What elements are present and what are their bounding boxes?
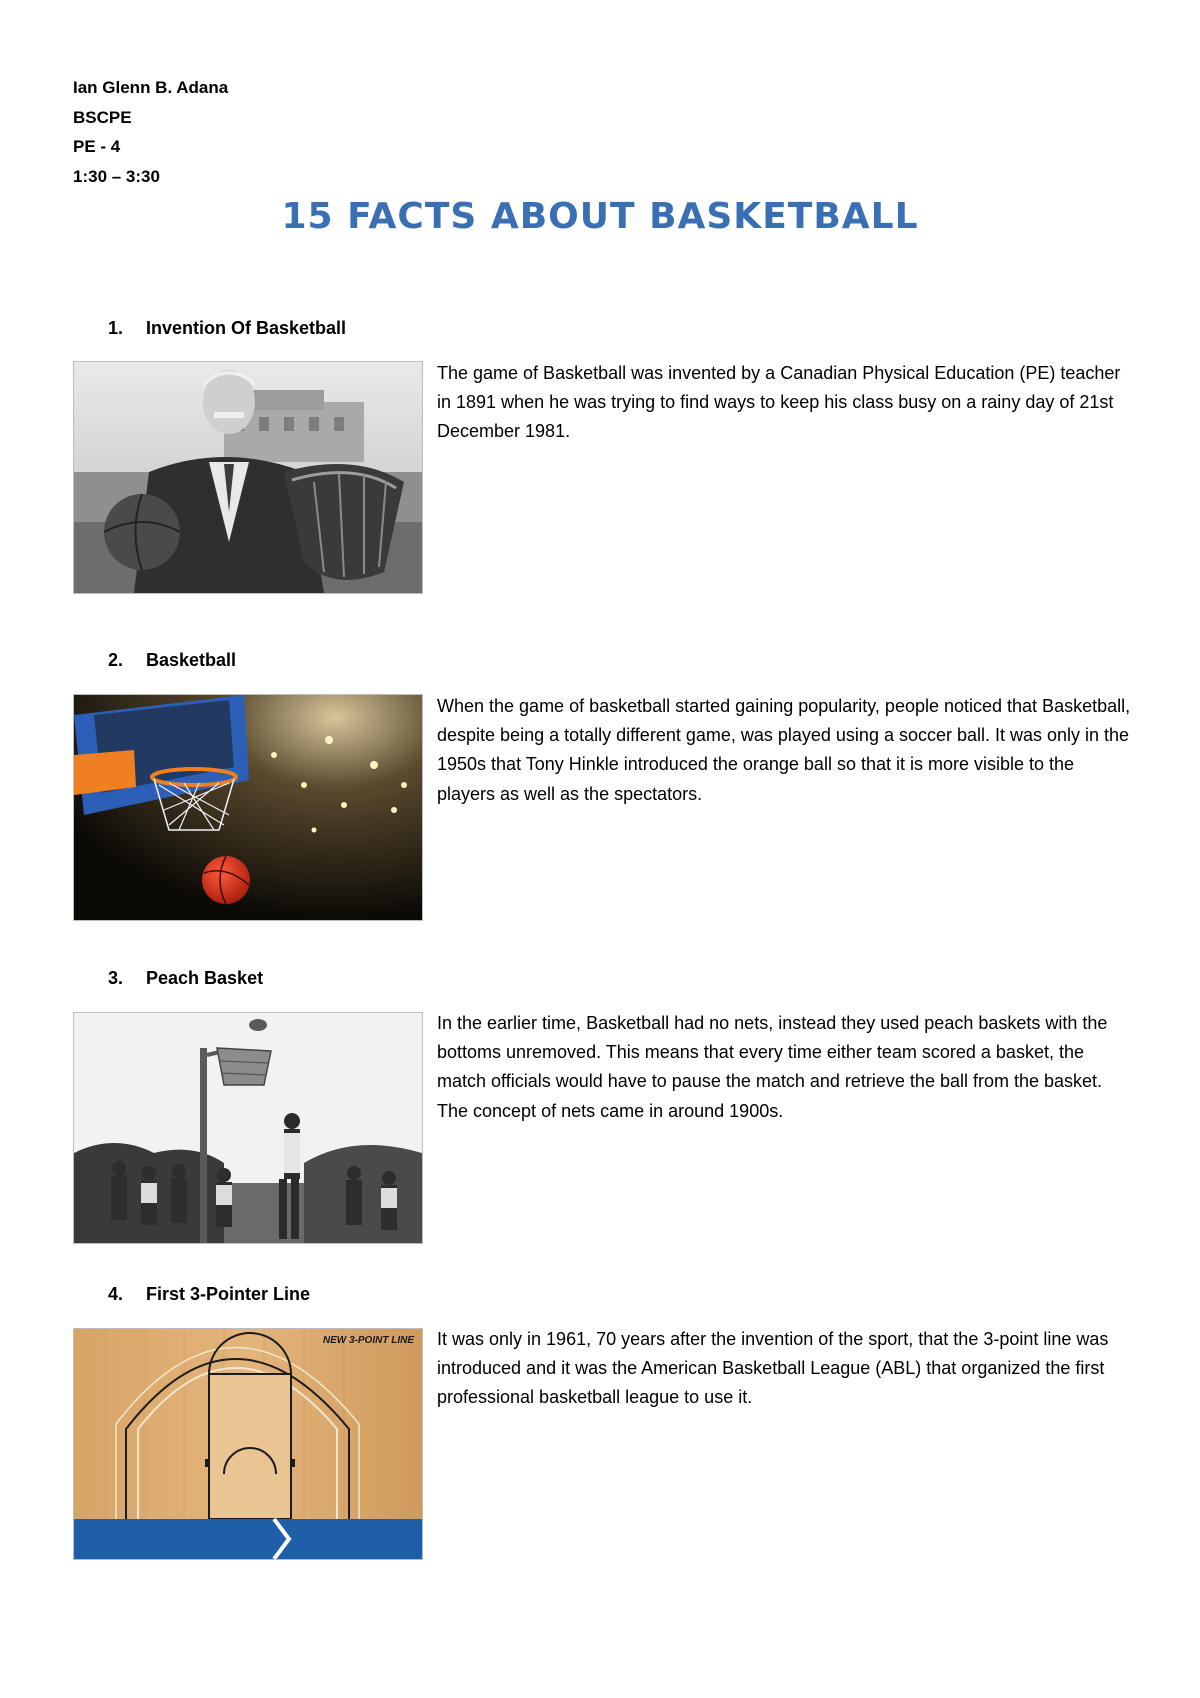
fact-title: Basketball	[146, 650, 237, 670]
student-info	[73, 73, 228, 191]
fact-paragraph: It was only in 1961, 70 years after the invention of the sport, that the 3-point line was introduced and it was the American Basketball League (ABL) that organized the first professional basketball league to use it.	[437, 1329, 1109, 1408]
fact-number: 1.	[108, 318, 124, 338]
fact-text	[437, 1325, 1137, 1413]
student-course: BSCPE	[73, 107, 132, 127]
fact-paragraph: When the game of basketball started gaining popularity, people noticed that Basketball, despite being a totally different game, was played using a soccer ball. It was only in the 1950s that Tony Hinkle introduced the orange ball so that it is more visible to the players as well as the spectators.	[437, 696, 1131, 804]
fact-heading	[108, 1284, 310, 1305]
peach-basket-photo	[73, 1012, 423, 1244]
fact-title: Invention Of Basketball	[146, 318, 347, 338]
fact-number: 4.	[108, 1284, 124, 1304]
subject-code: PE - 4	[73, 137, 121, 156]
inventor-photo	[73, 361, 423, 594]
fact-text	[437, 359, 1137, 447]
fact-title: First 3-Pointer Line	[146, 1284, 311, 1304]
three-point-court-diagram	[73, 1328, 423, 1560]
fact-paragraph: The game of Basketball was invented by a Canadian Physical Education (PE) teacher in 1891 when he was trying to find ways to keep his class busy on a rainy day of 21st December 1981.	[437, 363, 1121, 442]
fact-heading	[108, 968, 263, 989]
fact-paragraph: In the earlier time, Basketball had no nets, instead they used peach baskets with the bottoms unremoved. This means that every time either team scored a basket, the match officials would have to pause the match and retrieve the ball from the basket. The concept of nets came in around 1900s.	[437, 1013, 1108, 1121]
fact-number: 2.	[108, 650, 124, 670]
student-name: Ian Glenn B. Adana	[73, 78, 229, 97]
hoop-photo	[73, 694, 423, 921]
fact-text	[437, 692, 1137, 809]
court-diagram-caption: NEW 3-POINT LINE	[322, 1335, 414, 1346]
fact-heading	[108, 318, 346, 339]
fact-text	[437, 1009, 1137, 1126]
class-time: 1:30 – 3:30	[73, 166, 160, 186]
fact-title: Peach Basket	[146, 968, 264, 988]
document-title: 15 FACTS ABOUT BASKETBALL	[281, 196, 919, 237]
fact-heading	[108, 650, 236, 671]
fact-number: 3.	[108, 968, 124, 988]
